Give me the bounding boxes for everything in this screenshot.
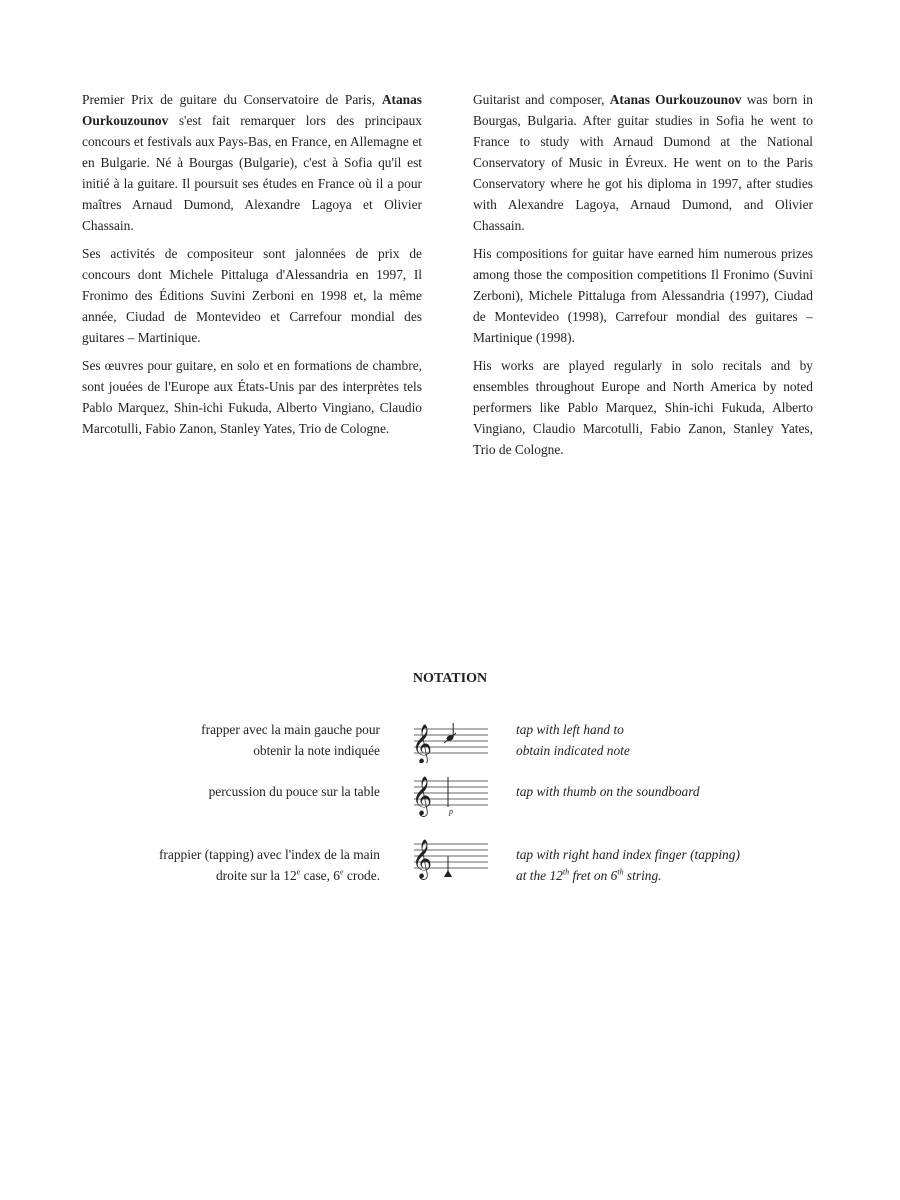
bio-fr-paragraph-1 [82,89,422,236]
composer-name-en: Atanas Ourkouzounov [609,92,742,107]
staff-index-tapping [412,836,492,882]
notation-fr-3-line2-a: droite sur la 12 [215,868,297,883]
notation-en-text-2: tap with thumb on the soundboard [516,784,700,799]
treble-clef-icon: 𝄞 [412,724,433,763]
bio-fr-p1-text-a: Premier Prix de guitare du Conservatoire de Paris, [82,92,382,107]
notation-title: NOTATION [412,671,488,686]
treble-clef-icon: 𝄞 [412,776,433,816]
notation-en-text-3 [516,844,836,886]
notation-fr-3-line2-b: case, 6 [300,868,340,883]
notation-row-left-hand-tap [0,719,900,763]
notation-en-3-line2-c: string. [623,868,662,883]
composer-name-fr: Atanas Ourkouzounov [82,92,422,128]
tap-note-icon [444,723,456,743]
bio-en-paragraph-2: His compositions for guitar have earned him numerous prizes among those the composition competitions Il Fronimo (Suvini Zerboni), Michele Pittaluga from Alessandria (1997), Ciudad de Montevideo (1998), Carrefour mondial des guitares – Martinique (1998). [473,246,813,345]
bio-french-column [82,89,422,446]
bio-en-paragraph-3: His works are played regularly in solo recitals and by ensembles throughout Europe and North America by noted performers like Pablo Marquez, Shin-ichi Fukuda, Alberto Vingiano, Claudio Marcotulli, Fabio Zanon, Stanley Yates, Trio de Cologne. [473,358,813,457]
notation-en-1-line1: tap with left hand to [516,722,624,737]
bio-fr-paragraph-3: Ses œuvres pour guitare, en solo et en formations de chambre, sont jouées de l'Europe aux États-Unis par des interprètes tels Pablo Marquez, Shin-ichi Fukuda, Alberto Vingiano, Claudio Marcotulli, Fabio Zanon, Stanley Yates, Trio de Cologne. [82,358,422,436]
notation-fr-3-line2 [80,865,380,886]
notation-en-3-sup2: th [617,867,624,877]
thumb-p-symbol: p [449,807,453,816]
tapping-triangle-note-icon [444,856,452,877]
notation-en-3-line2 [516,865,836,886]
notation-fr-3-line1: frappier (tapping) avec l'index de la main [158,847,380,862]
notation-en-3-line1: tap with right hand index finger (tapping) [516,847,740,862]
staff-thumb-percussion [412,773,492,817]
bio-fr-paragraph-2: Ses activités de compositeur sont jalonnées de prix de concours dont Michele Pittaluga d'Alessandria en 1997, Il Fronimo des Éditions Suvini Zerboni en 1998 et, la même année, Ciudad de Montevideo et Carrefour mondial des guitares – Martinique. [82,246,422,345]
notation-fr-1-line1: frapper avec la main gauche pour [201,722,380,737]
notation-fr-3-sup1: e [296,867,301,877]
notation-en-3-line2-a: at the 12 [516,868,563,883]
notation-fr-text-1 [80,719,380,761]
staff-left-hand-tap [412,721,492,763]
notation-fr-3-line2-c: crode. [343,868,380,883]
notation-fr-1-line2: obtenir la note indiquée [253,743,380,758]
bio-en-p1-text-a: Guitarist and composer, [473,92,610,107]
notation-fr-3-sup2: e [340,867,344,877]
notation-en-3-line2-b: fret on 6 [569,868,618,883]
notation-en-text-1 [516,719,836,761]
treble-clef-icon: 𝄞 [412,839,433,879]
bio-en-paragraph-1 [473,89,813,236]
notation-en-1-line2: obtain indicated note [516,743,630,758]
bio-en-p1-text-b: was born in Bourgas, Bulgaria. After guitar studies in Sofia he went to France to study with Arnaud Dumond at the National Conservatory of Music in Évreux. He went on to the Paris Conservatory where he got his diploma in 1997, after studies with Alexandre Lagoya, Arnaud Dumond, and Olivier Chassain. [473,92,813,233]
notation-en-3-sup1: th [562,867,570,877]
bio-fr-p1-text-b: s'est fait remarquer lors des principaux concours et festivals aux Pays-Bas, en France, en Allemagne et en Bulgarie. Né à Bourgas (Bulgarie), c'est à Sofia qu'il est initié à la guitare. Il poursuit ses études en France où il a pour maîtres Arnaud Dumond, Alexandre Lagoya et Olivier Chassain. [82,113,422,233]
notation-row-index-tapping [0,839,900,888]
notation-row-thumb-percussion [0,776,900,825]
notation-fr-text-2: percussion du pouce sur la table [208,784,380,799]
bio-english-column [473,89,813,467]
notation-fr-text-3 [80,844,380,886]
